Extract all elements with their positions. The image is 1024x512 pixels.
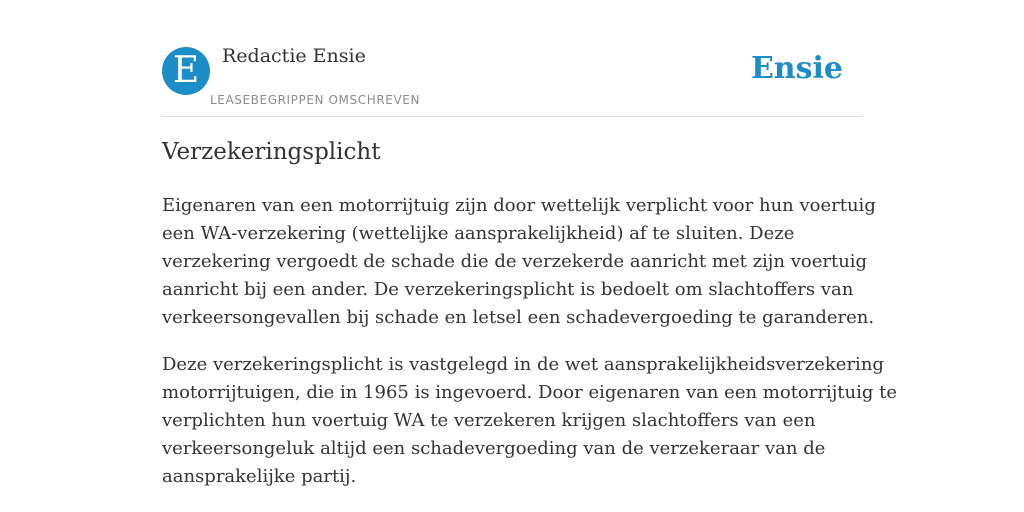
paragraph-line: Eigenaren van een motorrijtuig zijn door wettelijk verplicht voor hun voertuig <box>162 195 876 216</box>
paragraph-line: aanricht bij een ander. De verzekeringsplicht is bedoelt om slachtoffers van <box>162 279 854 300</box>
article-card <box>162 0 898 487</box>
article-title: Verzekeringsplicht <box>162 139 381 165</box>
paragraph-line: verkeersongeluk altijd een schadevergoeding van de verzekeraar van de <box>162 438 826 459</box>
paragraph-2 <box>162 351 898 491</box>
author-name[interactable]: Redactie Ensie <box>222 45 366 67</box>
paragraph-line: aansprakelijke partij. <box>162 466 357 487</box>
paragraph-line: verzekering vergoedt de schade die de verzekerde aanricht met zijn voertuig <box>162 251 868 272</box>
category-label[interactable]: LEASEBEGRIPPEN OMSCHREVEN <box>210 93 421 107</box>
paragraph-line: een WA-verzekering (wettelijke aansprakelijkheid) af te sluiten. Deze <box>162 223 795 244</box>
paragraph-line: verkeersongevallen bij schade en letsel een schadevergoeding te garanderen. <box>162 307 875 328</box>
paragraph-line: motorrijtuigen, die in 1965 is ingevoerd. Door eigenaren van een motorrijtuig te <box>162 382 898 403</box>
paragraph-line: Deze verzekeringsplicht is vastgelegd in de wet aansprakelijkheidsverzekering <box>162 354 884 375</box>
paragraph-1 <box>162 192 876 332</box>
brand-logo[interactable]: Ensie <box>750 51 843 86</box>
author-avatar[interactable]: E <box>162 47 210 95</box>
paragraph-line: verplichten hun voertuig WA te verzekeren krijgen slachtoffers van een <box>162 410 816 431</box>
article-header <box>162 0 862 117</box>
